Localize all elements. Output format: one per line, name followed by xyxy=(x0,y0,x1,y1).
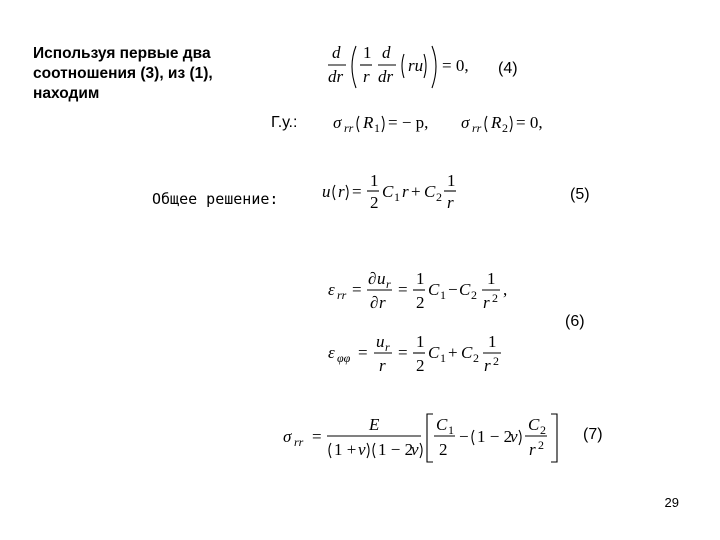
equation-4 xyxy=(320,40,470,100)
svg-text:1: 1 xyxy=(370,171,379,190)
equation-number-4: (4) xyxy=(498,60,518,77)
svg-text:2: 2 xyxy=(502,121,508,135)
svg-text:u: u xyxy=(376,332,385,351)
svg-text:1: 1 xyxy=(487,269,496,288)
svg-text:+: + xyxy=(448,343,458,362)
svg-text:2: 2 xyxy=(436,190,442,204)
svg-text:u: u xyxy=(322,182,331,201)
svg-text:ν: ν xyxy=(411,440,419,459)
svg-text:2: 2 xyxy=(370,193,379,212)
svg-text:E: E xyxy=(369,415,380,434)
svg-text:r: r xyxy=(386,277,391,291)
svg-text:dr: dr xyxy=(328,67,344,86)
svg-text:ν: ν xyxy=(358,440,366,459)
svg-text:= − p,: = − p, xyxy=(388,113,429,132)
svg-text:C: C xyxy=(382,182,394,201)
svg-text:2: 2 xyxy=(540,423,546,437)
svg-text:σ: σ xyxy=(283,427,292,446)
svg-text:∂: ∂ xyxy=(370,293,379,312)
svg-text:d: d xyxy=(382,43,391,62)
svg-text:rr: rr xyxy=(472,121,482,135)
svg-text:r: r xyxy=(385,340,390,354)
svg-text:C: C xyxy=(459,280,471,299)
equation-5 xyxy=(322,170,502,220)
svg-text:rr: rr xyxy=(344,121,354,135)
svg-text:=: = xyxy=(398,343,408,362)
page-number: 29 xyxy=(664,495,679,510)
svg-text:2: 2 xyxy=(492,291,498,305)
svg-text:=: = xyxy=(352,182,362,201)
svg-text:C: C xyxy=(436,415,448,434)
svg-text:C: C xyxy=(461,343,473,362)
svg-text:∂: ∂ xyxy=(368,269,377,288)
svg-text:σ: σ xyxy=(333,113,342,132)
svg-text:ru: ru xyxy=(408,56,424,75)
svg-text:φφ: φφ xyxy=(337,351,351,365)
svg-text:=: = xyxy=(312,427,322,446)
svg-text:2: 2 xyxy=(439,440,448,459)
svg-text:r: r xyxy=(363,67,370,86)
svg-text:1: 1 xyxy=(448,423,454,437)
svg-text:ν: ν xyxy=(510,427,518,446)
svg-text:rr: rr xyxy=(294,435,304,449)
boundary-conditions-label: Г.у.: xyxy=(271,114,298,131)
svg-text:R: R xyxy=(363,113,374,132)
equation-number-7: (7) xyxy=(583,426,603,443)
svg-text:1: 1 xyxy=(363,43,372,62)
svg-text:1 − 2: 1 − 2 xyxy=(477,427,513,446)
svg-text:u: u xyxy=(377,269,386,288)
svg-text:2: 2 xyxy=(473,351,479,365)
svg-text:r: r xyxy=(529,440,536,459)
svg-text:1: 1 xyxy=(394,190,400,204)
svg-text:C: C xyxy=(424,182,436,201)
svg-text:1: 1 xyxy=(440,288,446,302)
svg-text:,: , xyxy=(503,280,508,299)
svg-text:1: 1 xyxy=(416,269,425,288)
equation-7 xyxy=(283,410,563,465)
svg-text:dr: dr xyxy=(378,67,394,86)
equation-number-5: (5) xyxy=(570,186,590,203)
equation-6-strain-phiphi xyxy=(328,330,518,380)
svg-text:r: r xyxy=(338,182,345,201)
svg-text:+: + xyxy=(411,182,421,201)
svg-text:=: = xyxy=(352,280,362,299)
svg-text:2: 2 xyxy=(471,288,477,302)
svg-text:r: r xyxy=(379,293,386,312)
svg-text:1: 1 xyxy=(374,121,380,135)
svg-text:R: R xyxy=(491,113,502,132)
intro-text: Используя первые два соотношения (3), из (1), находим xyxy=(33,45,213,102)
svg-text:= 0,: = 0, xyxy=(516,113,543,132)
svg-text:C: C xyxy=(428,280,440,299)
svg-text:1: 1 xyxy=(416,332,425,351)
svg-text:ε: ε xyxy=(328,280,335,299)
svg-text:σ: σ xyxy=(461,113,470,132)
svg-text:=: = xyxy=(398,280,408,299)
svg-text:rr: rr xyxy=(337,288,347,302)
equation-6-strain-rr xyxy=(328,265,518,320)
svg-text:−: − xyxy=(459,427,469,446)
svg-text:r: r xyxy=(402,182,409,201)
svg-text:r: r xyxy=(379,356,386,375)
svg-text:1: 1 xyxy=(488,332,497,351)
general-solution-label: Общее решение: xyxy=(152,190,279,208)
svg-text:2: 2 xyxy=(493,354,499,368)
svg-text:=: = xyxy=(358,343,368,362)
svg-text:1: 1 xyxy=(447,171,456,190)
equation-number-6: (6) xyxy=(565,313,585,330)
svg-text:1: 1 xyxy=(440,351,446,365)
svg-text:1 − 2: 1 − 2 xyxy=(378,440,414,459)
svg-text:r: r xyxy=(484,356,491,375)
svg-text:C: C xyxy=(428,343,440,362)
svg-text:C: C xyxy=(528,415,540,434)
svg-text:1 +: 1 + xyxy=(334,440,357,459)
boundary-conditions xyxy=(333,108,563,138)
svg-text:= 0,: = 0, xyxy=(442,56,469,75)
svg-text:2: 2 xyxy=(538,438,544,452)
svg-text:−: − xyxy=(448,280,458,299)
svg-text:d: d xyxy=(332,43,341,62)
svg-text:ε: ε xyxy=(328,343,335,362)
svg-text:r: r xyxy=(447,193,454,212)
svg-text:r: r xyxy=(483,293,490,312)
svg-text:2: 2 xyxy=(416,293,425,312)
svg-text:2: 2 xyxy=(416,356,425,375)
